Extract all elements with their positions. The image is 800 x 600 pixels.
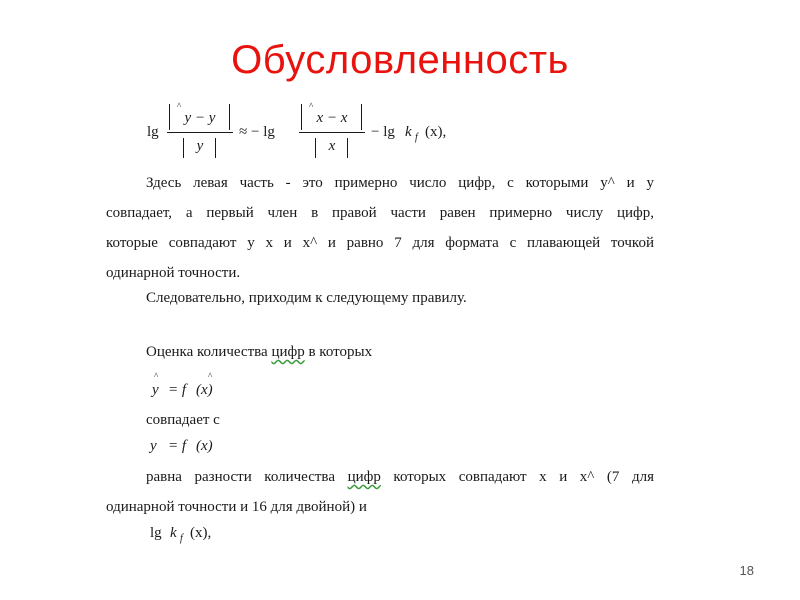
difference-text-before: равна разности количества [146, 469, 348, 485]
estimate-text-after: в которых [304, 344, 373, 360]
formula4-arg: (x), [190, 525, 212, 541]
formula4-lg: lg [150, 525, 162, 541]
denominator-y: y [196, 138, 204, 154]
formula2-eq: = f [168, 382, 187, 398]
formula-lg-k-f-x [150, 525, 270, 549]
lg-label: lg [147, 124, 159, 140]
paragraph-difference [106, 462, 654, 522]
numerator-y: y − y [184, 110, 216, 126]
paragraph-conclusion: Следовательно, приходим к следующему правилу. [146, 290, 467, 306]
formula3-arg: (x) [196, 438, 213, 454]
minus-lg: − lg [371, 124, 395, 140]
page-number: 18 [739, 563, 754, 578]
difference-text-after: которых совпадают х и х^ (7 для [380, 469, 654, 485]
formula-log-condition [147, 100, 527, 166]
formula4-k: k [170, 525, 177, 541]
paragraph-line [106, 462, 654, 492]
formula2-arg: (x) [196, 382, 213, 398]
fraction-x-relative-error: ^ x − x x [299, 100, 365, 166]
numerator-x: x − x [316, 110, 348, 126]
formula-y-hat-equals-f-x-hat: ^ y = f ^ (x) [152, 371, 213, 398]
paragraph-estimate [146, 344, 372, 361]
paragraph-line: которые совпадают у х и х^ и равно 7 для формата с плавающей точкой [106, 235, 654, 251]
paragraph-line: одинарной точности. [106, 265, 241, 281]
paragraph-explanation [106, 168, 654, 288]
estimate-text-before: Оценка количества [146, 344, 272, 360]
condition-k-subscript: f [415, 132, 418, 143]
condition-k: k [405, 124, 412, 140]
slide-title: Обусловленность [231, 38, 569, 82]
formula-y-equals-f-x [150, 438, 270, 462]
formula3-eq: = f [168, 438, 187, 454]
paragraph-line: Здесь левая часть - это примерно число цифр, с которыми у^ и у [146, 175, 654, 191]
estimate-word-highlight: цифр [271, 344, 305, 360]
difference-word-highlight: цифр [347, 469, 381, 485]
condition-k-argument: (x), [425, 124, 447, 140]
paragraph-line: совпадает, а первый член в правой части равен примерно числу цифр, [106, 205, 654, 221]
text-coincides-with: совпадает с [146, 412, 220, 428]
formula3-lhs: y [150, 438, 157, 454]
fraction-y-relative-error: ^ y − y y [167, 100, 233, 166]
paragraph-line: одинарной точности и 16 для двойной) и [106, 499, 367, 515]
denominator-x: x [328, 138, 336, 154]
approx-lg: ≈ − lg [239, 124, 275, 140]
formula4-subscript: f [180, 533, 183, 544]
formula2-lhs: y [152, 382, 159, 398]
